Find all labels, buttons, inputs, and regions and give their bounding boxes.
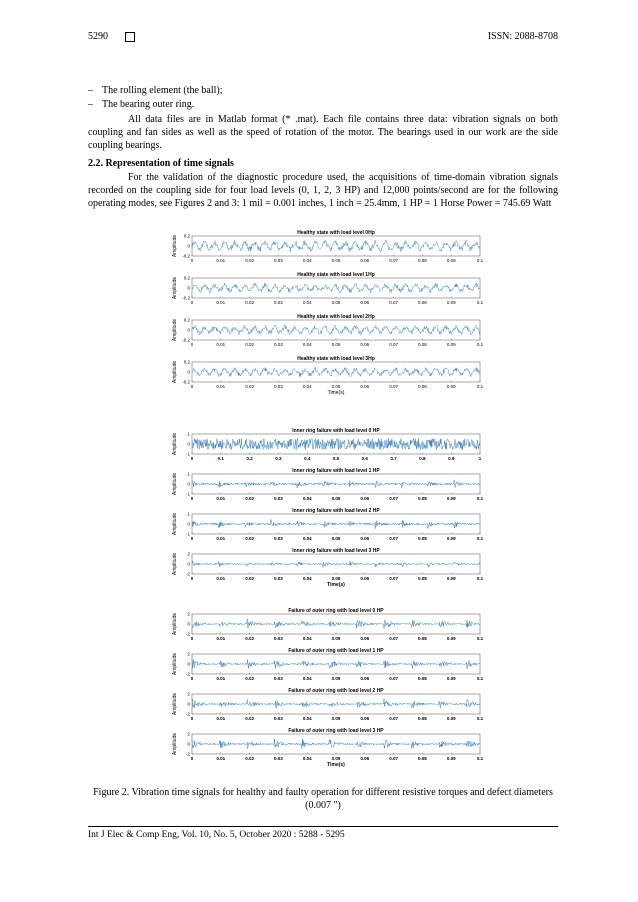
y-tick-label: -0.2 (182, 295, 190, 301)
x-tick-label: 0.01 (216, 636, 226, 641)
x-tick-label: 0.1 (476, 342, 484, 347)
x-tick-label: 0.08 (418, 496, 427, 501)
y-tick-label: 0 (187, 621, 190, 627)
x-tick-label: 0 (190, 676, 194, 681)
x-tick-label: 0.05 (331, 676, 341, 681)
x-tick-label: 0.04 (302, 258, 312, 263)
x-tick-label: 0.09 (446, 716, 456, 721)
x-tick-label: 0 (190, 576, 194, 581)
x-tick-label: 0.09 (446, 300, 456, 305)
x-tick-label: 0.05 (331, 300, 341, 305)
section-title: 2.2. Representation of time signals (88, 158, 234, 169)
y-axis-label: Amplitude (172, 432, 178, 456)
x-tick-label: 0.05 (331, 384, 341, 389)
x-tick-label: 0.01 (216, 536, 226, 541)
x-tick-label: 0.02 (245, 756, 254, 761)
x-tick-label: 0.04 (302, 342, 312, 347)
x-tick-label: 0.06 (360, 716, 370, 721)
subplot-title: Healthy state with load level 1Hp (297, 272, 375, 278)
x-tick-label: 0.7 (390, 456, 397, 461)
x-tick-label: 0.1 (476, 576, 484, 581)
subplot-2 (172, 272, 484, 305)
x-tick-label: 0.04 (302, 676, 312, 681)
x-tick-label: 0.07 (389, 300, 398, 305)
subplot-title: Failure of outer ring with load level 3 HP (288, 728, 384, 734)
y-axis-label: Amplitude (172, 512, 178, 536)
x-tick-label: 0.06 (360, 756, 370, 761)
figure-svg (170, 227, 482, 782)
y-tick-label: 0 (187, 481, 190, 487)
x-axis-label: Time(s) (327, 762, 345, 768)
x-tick-label: 0.03 (274, 716, 283, 721)
y-tick-label: -2 (185, 631, 190, 637)
x-tick-label: 0 (190, 536, 194, 541)
x-tick-label: 0.2 (246, 456, 253, 461)
y-tick-label: -1 (185, 451, 190, 457)
x-tick-label: 1 (478, 456, 482, 461)
x-tick-label: 0.1 (476, 636, 484, 641)
y-tick-label: -2 (185, 711, 190, 717)
x-tick-label: 0.06 (360, 496, 370, 501)
x-tick-label: 0.07 (389, 258, 398, 263)
x-tick-label: 0.01 (216, 576, 226, 581)
x-tick-label: 0.07 (389, 496, 398, 501)
x-tick-label: 0.08 (418, 576, 427, 581)
x-tick-label: 0.05 (331, 716, 341, 721)
x-tick-label: 0.05 (331, 636, 341, 641)
plot-frame (192, 320, 480, 340)
x-tick-label: 0.1 (217, 456, 224, 461)
plot-frame (192, 514, 480, 534)
x-tick-label: 0.02 (245, 258, 254, 263)
x-tick-label: 0.03 (274, 756, 283, 761)
page-header (88, 31, 558, 47)
y-tick-label: 0 (187, 441, 190, 447)
subplot-title: Healthy state with load level 3Hp (297, 356, 375, 362)
x-tick-label: 0 (190, 636, 194, 641)
x-tick-label: 0.08 (418, 258, 427, 263)
x-tick-label: 0.06 (360, 258, 370, 263)
x-tick-label: 0.02 (245, 536, 254, 541)
x-tick-label: 0 (190, 716, 194, 721)
x-tick-label: 0.07 (389, 342, 398, 347)
x-tick-label: 0.6 (361, 456, 368, 461)
plot-frame (192, 236, 480, 256)
x-tick-label: 0.06 (360, 536, 370, 541)
x-tick-label: 0.07 (389, 716, 398, 721)
x-tick-label: 0.04 (302, 636, 312, 641)
x-tick-label: 0.06 (360, 342, 370, 347)
x-tick-label: 0.06 (360, 300, 370, 305)
x-tick-label: 0.03 (274, 536, 283, 541)
y-tick-label: 0 (187, 243, 190, 249)
x-tick-label: 0.08 (418, 636, 427, 641)
figure (170, 227, 482, 782)
y-tick-label: 0.2 (183, 275, 190, 281)
x-axis-label: Time(s) (327, 390, 345, 396)
y-tick-label: 0 (187, 521, 190, 527)
issn: ISSN: 2088-8708 (487, 31, 558, 42)
y-axis-label: Amplitude (172, 234, 178, 258)
x-tick-label: 0.08 (418, 384, 427, 389)
square-icon (125, 32, 135, 42)
x-tick-label: 0.07 (389, 536, 398, 541)
x-tick-label: 0.02 (245, 342, 254, 347)
y-tick-label: 1 (187, 471, 190, 477)
subplot-title: Inner ring failure with load level 1 HP (292, 468, 380, 474)
x-tick-label: 0.03 (274, 300, 283, 305)
bullet-item: – The bearing outer ring. (88, 99, 195, 110)
y-axis-label: Amplitude (172, 360, 178, 384)
subplot-title: Inner ring failure with load level 2 HP (292, 508, 380, 514)
x-tick-label: 0.07 (389, 576, 398, 581)
y-tick-label: 0.2 (183, 233, 190, 239)
x-tick-label: 0.3 (275, 456, 282, 461)
y-tick-label: -0.2 (182, 337, 190, 343)
subplot-8 (172, 548, 484, 588)
y-tick-label: -2 (185, 671, 190, 677)
y-tick-label: -0.2 (182, 253, 190, 259)
y-axis-label: Amplitude (172, 276, 178, 300)
page-number: 5290 (88, 31, 108, 42)
x-tick-label: 0 (190, 300, 194, 305)
subplot-10 (172, 648, 484, 681)
x-tick-label: 0.05 (331, 342, 341, 347)
x-tick-label: 0.08 (418, 536, 427, 541)
x-tick-label: 0.1 (476, 300, 484, 305)
x-tick-label: 0.04 (302, 716, 312, 721)
x-tick-label: 0 (190, 756, 194, 761)
x-tick-label: 0.05 (331, 576, 341, 581)
x-tick-label: 0.04 (302, 300, 312, 305)
x-tick-label: 0.1 (476, 676, 484, 681)
y-tick-label: 2 (187, 691, 190, 697)
paragraph: All data files are in Matlab format (* .mat). Each file contains three data: vibration signals on both coupling and fan sides as well as the speed of rotation of the motor. The bearings used in our work are the side coupling bearings. (88, 114, 558, 151)
x-tick-label: 0.09 (446, 496, 456, 501)
x-tick-label: 0.07 (389, 636, 398, 641)
y-tick-label: 0 (187, 701, 190, 707)
x-tick-label: 0.02 (245, 676, 254, 681)
x-tick-label: 0.1 (476, 496, 484, 501)
y-axis-label: Amplitude (172, 732, 178, 756)
x-tick-label: 0 (190, 258, 194, 263)
x-tick-label: 0.06 (360, 384, 370, 389)
x-tick-label: 0.04 (302, 496, 312, 501)
subplot-7 (172, 508, 484, 541)
x-tick-label: 0.1 (476, 536, 484, 541)
x-tick-label: 0.01 (216, 716, 226, 721)
y-axis-label: Amplitude (172, 692, 178, 716)
y-tick-label: 2 (187, 551, 190, 557)
subplot-6 (172, 468, 484, 501)
subplot-1 (172, 230, 484, 263)
plot-frame (192, 278, 480, 298)
y-tick-label: 2 (187, 731, 190, 737)
y-tick-label: -2 (185, 571, 190, 577)
x-tick-label: 0.09 (446, 636, 456, 641)
x-tick-label: 0.1 (476, 258, 484, 263)
bullet-text: The bearing outer ring. (102, 99, 195, 110)
x-tick-label: 0.01 (216, 342, 226, 347)
subplot-12 (172, 728, 484, 768)
x-tick-label: 0.1 (476, 384, 484, 389)
x-tick-label: 0.5 (332, 456, 340, 461)
y-tick-label: -2 (185, 751, 190, 757)
x-tick-label: 0.9 (448, 456, 455, 461)
x-tick-label: 0.03 (274, 496, 283, 501)
x-tick-label: 0.07 (389, 676, 398, 681)
y-tick-label: 1 (187, 511, 190, 517)
x-tick-label: 0.09 (446, 258, 456, 263)
x-tick-label: 0.09 (446, 576, 456, 581)
x-tick-label: 0 (190, 456, 194, 461)
x-tick-label: 0.04 (302, 756, 312, 761)
x-tick-label: 0.08 (418, 676, 427, 681)
subplot-3 (172, 314, 484, 347)
y-tick-label: 0.2 (183, 359, 190, 365)
x-tick-label: 0.03 (274, 676, 283, 681)
x-tick-label: 0.04 (302, 576, 312, 581)
x-tick-label: 0.02 (245, 496, 254, 501)
x-tick-label: 0.03 (274, 576, 283, 581)
x-tick-label: 0.8 (419, 456, 426, 461)
x-tick-label: 0.09 (446, 756, 456, 761)
x-tick-label: 0.05 (331, 756, 341, 761)
x-tick-label: 0.01 (216, 258, 226, 263)
x-tick-label: 0.02 (245, 384, 254, 389)
y-tick-label: -0.2 (182, 379, 190, 385)
x-tick-label: 0.07 (389, 756, 398, 761)
x-tick-label: 0.05 (331, 496, 341, 501)
x-tick-label: 0.03 (274, 636, 283, 641)
x-tick-label: 0.09 (446, 536, 456, 541)
x-tick-label: 0.09 (446, 384, 456, 389)
y-tick-label: 0 (187, 661, 190, 667)
y-tick-label: 0 (187, 327, 190, 333)
y-tick-label: 2 (187, 611, 190, 617)
x-tick-label: 0 (190, 496, 194, 501)
x-tick-label: 0.4 (304, 456, 311, 461)
x-tick-label: 0.06 (360, 576, 370, 581)
y-tick-label: 0 (187, 369, 190, 375)
x-tick-label: 0.1 (476, 716, 484, 721)
y-tick-label: -1 (185, 531, 190, 537)
subplot-title: Inner ring failure with load level 3 HP (292, 548, 380, 554)
x-tick-label: 0.03 (274, 258, 283, 263)
figure-caption: Figure 2. Vibration time signals for healthy and faulty operation for different resistive torques and defect diameters (0.007 ") (93, 787, 553, 811)
y-tick-label: -1 (185, 491, 190, 497)
x-tick-label: 0.05 (331, 258, 341, 263)
x-tick-label: 0.09 (446, 342, 456, 347)
y-axis-label: Amplitude (172, 652, 178, 676)
x-tick-label: 0.1 (476, 756, 484, 761)
y-axis-label: Amplitude (172, 552, 178, 576)
x-tick-label: 0.08 (418, 756, 427, 761)
x-tick-label: 0.09 (446, 676, 456, 681)
x-tick-label: 0.06 (360, 636, 370, 641)
x-tick-label: 0.06 (360, 676, 370, 681)
subplot-title: Healthy state with load level 0Hp (297, 230, 375, 236)
subplot-title: Failure of outer ring with load level 0 HP (288, 608, 384, 614)
section-paragraph: For the validation of the diagnostic procedure used, the acquisitions of time-domain vibration signals recorded on the coupling side for four load levels (0, 1, 2, 3 HP) and 12,000 points/second are for the following operating modes, see Figures 2 and 3: 1 mil = 0.001 inches, 1 inch = 25.4mm, 1 HP = 1 Horse Power = 745.69 Watt (88, 172, 558, 209)
x-tick-label: 0.07 (389, 384, 398, 389)
x-tick-label: 0 (190, 384, 194, 389)
x-tick-label: 0.03 (274, 342, 283, 347)
x-tick-label: 0.01 (216, 300, 226, 305)
subplot-9 (172, 608, 484, 641)
plot-frame (192, 362, 480, 382)
x-tick-label: 0.04 (302, 536, 312, 541)
y-tick-label: 0 (187, 561, 190, 567)
x-tick-label: 0.02 (245, 300, 254, 305)
x-tick-label: 0.03 (274, 384, 283, 389)
y-tick-label: 0 (187, 285, 190, 291)
x-tick-label: 0.02 (245, 716, 254, 721)
subplot-5 (172, 428, 482, 461)
y-tick-label: 2 (187, 651, 190, 657)
bullet-item: – The rolling element (the ball); (88, 85, 223, 96)
bullet-text: The rolling element (the ball); (102, 85, 223, 96)
x-tick-label: 0.04 (302, 384, 312, 389)
subplot-title: Inner ring failure with load level 0 HP (292, 428, 380, 434)
x-tick-label: 0.08 (418, 342, 427, 347)
y-tick-label: 0.2 (183, 317, 190, 323)
y-tick-label: 1 (187, 431, 190, 437)
subplot-title: Failure of outer ring with load level 2 HP (288, 688, 384, 694)
x-tick-label: 0.01 (216, 496, 226, 501)
y-axis-label: Amplitude (172, 472, 178, 496)
subplot-title: Failure of outer ring with load level 1 HP (288, 648, 384, 654)
x-tick-label: 0.02 (245, 576, 254, 581)
x-tick-label: 0.02 (245, 636, 254, 641)
y-axis-label: Amplitude (172, 612, 178, 636)
subplot-title: Healthy state with load level 2Hp (297, 314, 375, 320)
subplot-4 (172, 356, 484, 396)
x-tick-label: 0.08 (418, 716, 427, 721)
x-tick-label: 0.05 (331, 536, 341, 541)
x-axis-label: Time(s) (327, 582, 345, 588)
x-tick-label: 0.01 (216, 676, 226, 681)
subplot-11 (172, 688, 484, 721)
x-tick-label: 0.08 (418, 300, 427, 305)
x-tick-label: 0 (190, 342, 194, 347)
y-tick-label: 0 (187, 741, 190, 747)
x-tick-label: 0.01 (216, 384, 226, 389)
x-tick-label: 0.01 (216, 756, 226, 761)
y-axis-label: Amplitude (172, 318, 178, 342)
page-footer: Int J Elec & Comp Eng, Vol. 10, No. 5, October 2020 : 5288 - 5295 (88, 826, 558, 840)
